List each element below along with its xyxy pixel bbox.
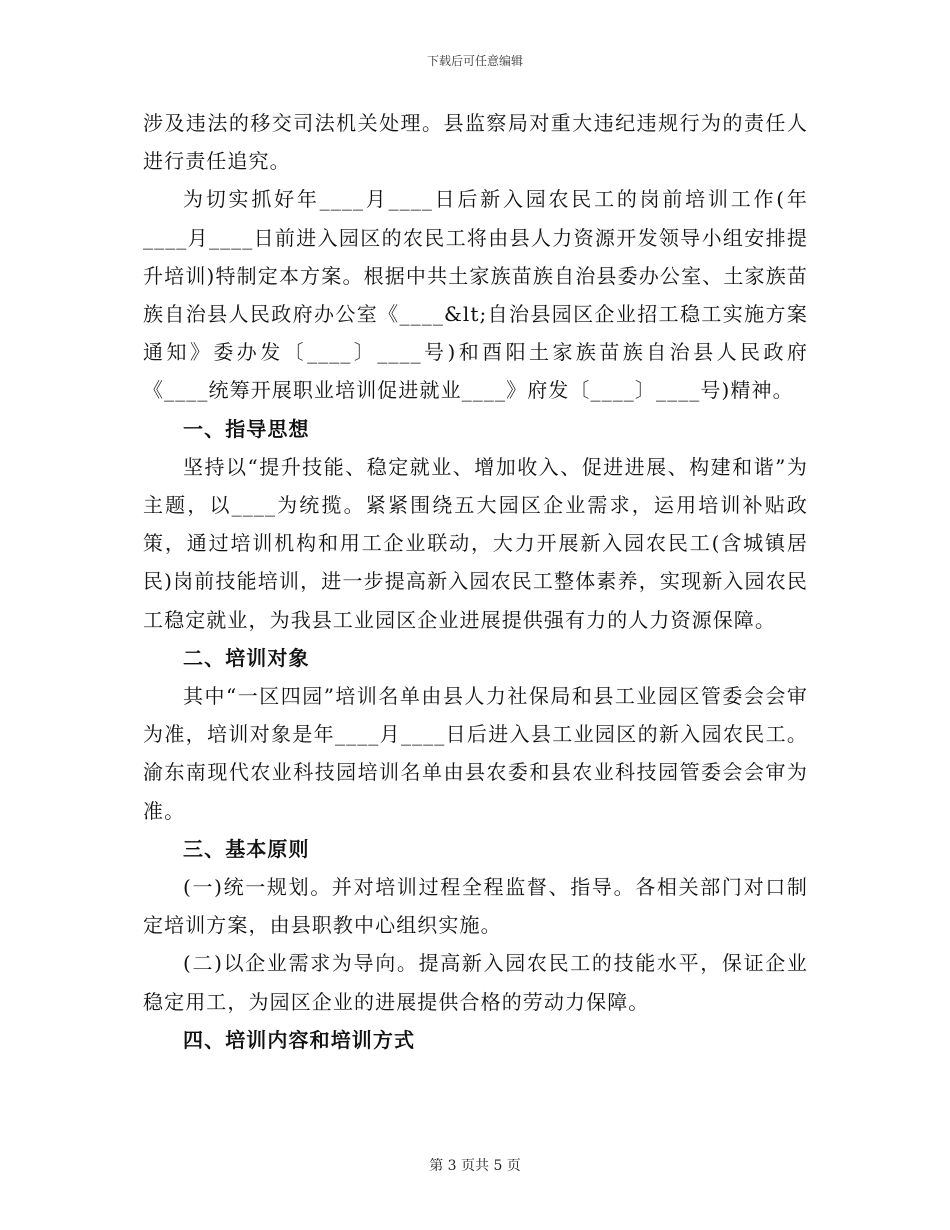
section-heading-basic-principles: 三、基本原则: [183, 836, 310, 861]
section-heading-training-content: 四、培训内容和培训方式: [183, 1027, 416, 1052]
paragraph-principle-unified-planning: (一)统一规划。并对培训过程全程监督、指导。各相关部门对口制定培训方案，由县职教中心组织实施。: [143, 875, 808, 938]
paragraph-principle-demand-oriented: (二)以企业需求为导向。提高新入园农民工的技能水平，保证企业稳定用工，为园区企业的进展提供合格的劳动力保障。: [143, 951, 808, 1014]
section-heading-training-targets: 二、培训对象: [183, 645, 310, 670]
paragraph-purpose: 为切实抓好年____月____日后新入园农民工的岗前培训工作(年____月____日前进入园区的农民工将由县人力资源开发领导小组安排提升培训)特制定本方案。根据中共土家族苗族自治县委办公室、土家族苗族自治县人民政府办公室《____&lt;自治县园区企业招工稳工实施方案通知》委办发〔____〕____号)和酉阳土家族苗族自治县人民政府《____统筹开展职业培训促进就业____》府发〔____〕____号)精神。: [143, 187, 808, 403]
document-body: [143, 104, 808, 1059]
paragraph-violation-handling: 涉及违法的移交司法机关处理。县监察局对重大违纪违规行为的责任人进行责任追究。: [143, 111, 808, 174]
paragraph-guiding-ideology: 坚持以“提升技能、稳定就业、增加收入、促进进展、构建和谐”为主题，以____为统揽。紧紧围绕五大园区企业需求，运用培训补贴政策，通过培训机构和用工企业联动，大力开展新入园农民工(含城镇居民)岗前技能培训，进一步提高新入园农民工整体素养，实现新入园农民工稳定就业，为我县工业园区企业进展提供强有力的人力资源保障。: [143, 454, 808, 632]
section-heading-guiding-ideology: 一、指导思想: [183, 416, 310, 441]
page-header-note: 下载后可任意编辑: [426, 54, 523, 68]
paragraph-training-targets: 其中“一区四园”培训名单由县人力社保局和县工业园区管委会会审为准，培训对象是年____月____日后进入县工业园区的新入园农民工。渝东南现代农业科技园培训名单由县农委和县农业科技园管委会会审为准。: [143, 684, 808, 823]
page-number-footer: 第 3 页共 5 页: [429, 1158, 521, 1174]
